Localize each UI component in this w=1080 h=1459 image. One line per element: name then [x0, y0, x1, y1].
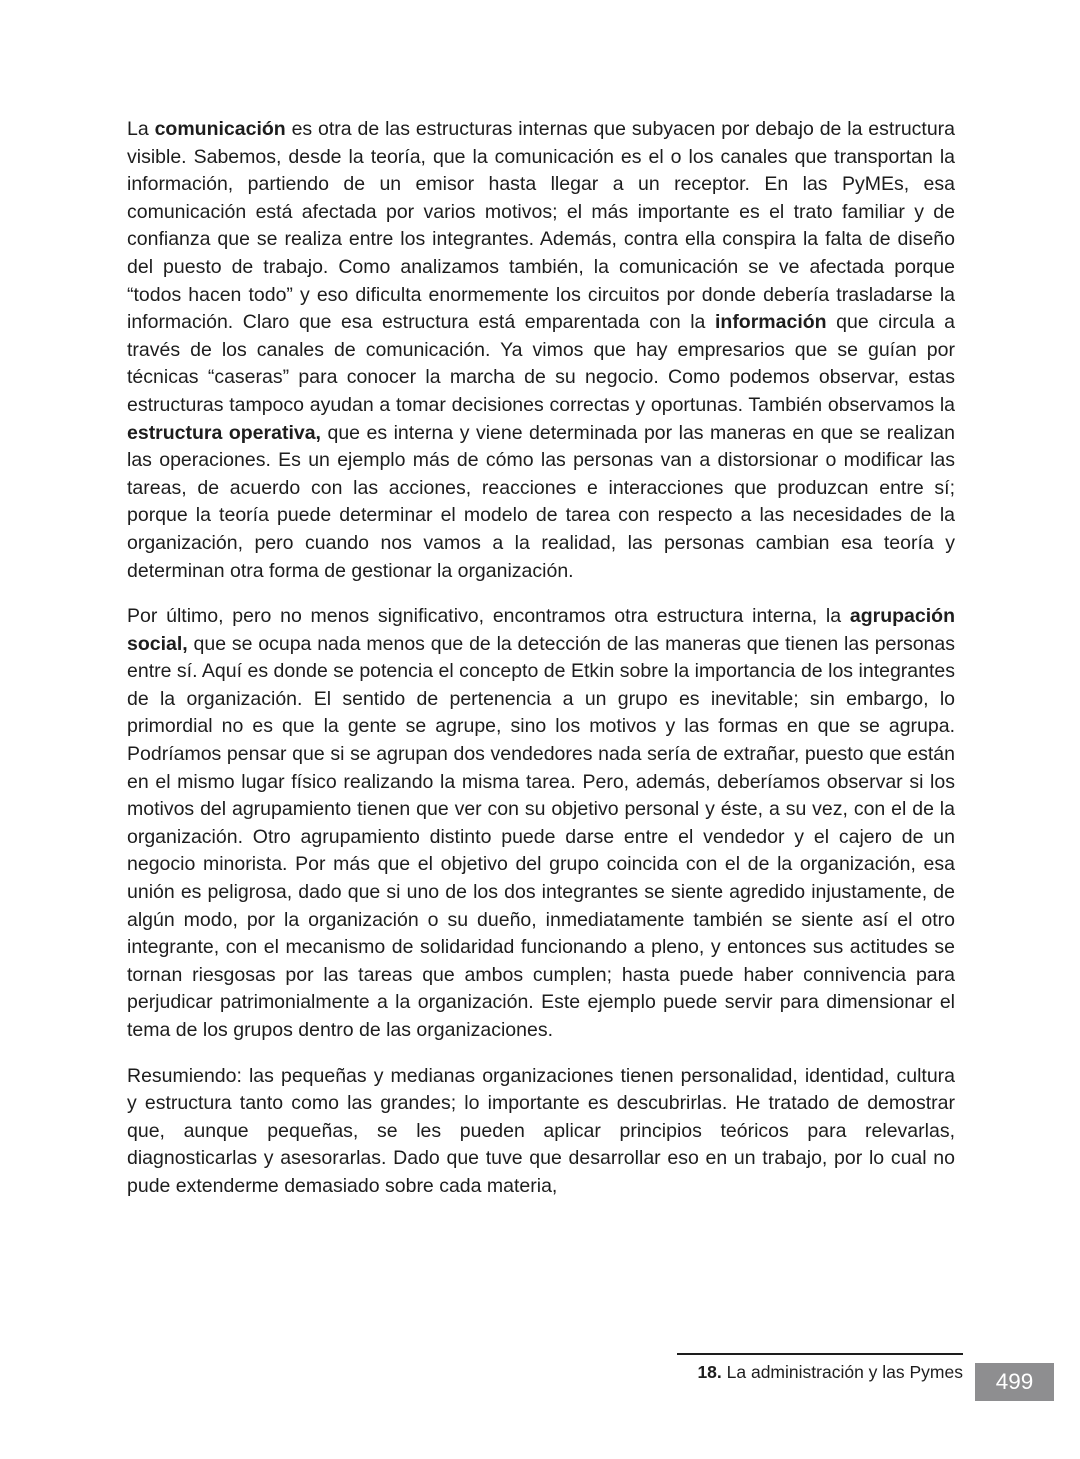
text-segment: que se ocupa nada menos que de la detección de las maneras que tienen las personas entre sí. Aquí es donde se potencia el concepto de Etkin sobre la importancia de los integrantes de la organización. El sentido de pertenencia a un grupo es inevitable; sin embargo, lo primordial no es que la gente se agrupe, sino los motivos y las formas en que se agrupa. Podríamos pensar que si se agrupan dos vendedores nada sería de extrañar, puesto que están en el mismo lugar físico realizando la misma tarea. Pero, además, deberíamos observar si los motivos del agrupamiento tienen que ver con su objetivo personal y éste, a su vez, con el de la organización. Otro agrupamiento distinto puede darse entre el vendedor y el cajero de un negocio minorista. Por más que el objetivo del grupo coincida con el de la organización, esa unión es peligrosa, dado que si uno de los dos integrantes se siente agredido injustamente, de algún modo, por la organización o su dueño, inmediatamente también se siente así el otro integrante, con el mecanismo de solidaridad funcionando a pleno, y entonces sus actitudes se tornan riesgosas por las tareas que ambos cumplen; hasta puede haber connivencia para perjudicar patrimonialmente a la organización. Este ejemplo puede servir para dimensionar el tema de los grupos dentro de las organizaciones. — [127, 632, 955, 1041]
bold-term: información — [714, 311, 827, 334]
text-segment: es otra de las estructuras internas que subyacen por debajo de la estructura visible. Sabemos, desde la teoría, que la comunicación es el o los canales que transportan la información, partiendo de un emisor hasta llegar a un receptor. En las PyMEs, esa comunicación está afectada por varios motivos; el más importante es el trato familiar y de confianza que se realiza entre los integrantes. Además, contra ella conspira la falta de diseño del puesto de trabajo. Como analizamos también, la comunicación se ve afectada porque “todos hacen todo” y eso dificulta enormemente los circuitos por donde debería trasladarse la información. Claro que esa estructura está emparentada con la — [127, 118, 956, 334]
bold-term: estructura operativa, — [127, 421, 321, 444]
text-segment: que es interna y viene determinada por las maneras en que se realizan las operaciones. Es un ejemplo más de cómo las personas van a distorsionar o modificar las tareas, de acuerdo con las acciones, reacciones e interacciones que produzcan entre sí; porque la teoría puede determinar el modelo de tarea con respecto a las necesidades de la organización, pero cuando nos vamos a la realidad, las personas cambian esa teoría y determinan otra forma de gestionar la organización. — [127, 421, 955, 582]
chapter-title: La administración y las Pymes — [721, 1362, 963, 1382]
text-segment: Resumiendo: las pequeñas y medianas organizaciones tienen personalidad, identidad, cultura y estructura tanto como las grandes; lo importante es descubrirlas. He tratado de demostrar que, aunque pequeñas, se les pueden aplicar principios teóricos para relevarlas, diagnosticarlas y asesorarlas. Dado que tuve que desarrollar eso en un trabajo, por lo cual no pude extenderme demasiado sobre cada materia, — [127, 1064, 955, 1197]
page-number: 499 — [995, 1369, 1034, 1394]
text-segment: que circula a través de los canales de comunicación. Ya vimos que hay empresarios que se guían por técnicas “caseras” para conocer la marcha de su negocio. Como podemos observar, estas estructuras tampoco ayudan a tomar decisiones correctas y oportunas. También observamos la — [127, 311, 956, 416]
bold-term: agrupación social, — [127, 605, 955, 655]
chapter-number: 18. — [697, 1362, 722, 1382]
body-text — [127, 116, 955, 1219]
page-number-badge — [975, 1363, 1054, 1401]
paragraph — [127, 1063, 955, 1201]
paragraph — [127, 116, 955, 585]
text-segment: La — [127, 118, 155, 140]
chapter-reference — [677, 1353, 963, 1383]
paragraph — [127, 603, 955, 1045]
text-segment: Por último, pero no menos significativo, encontramos otra estructura interna, la — [127, 605, 850, 628]
bold-term: comunicación — [154, 118, 286, 140]
